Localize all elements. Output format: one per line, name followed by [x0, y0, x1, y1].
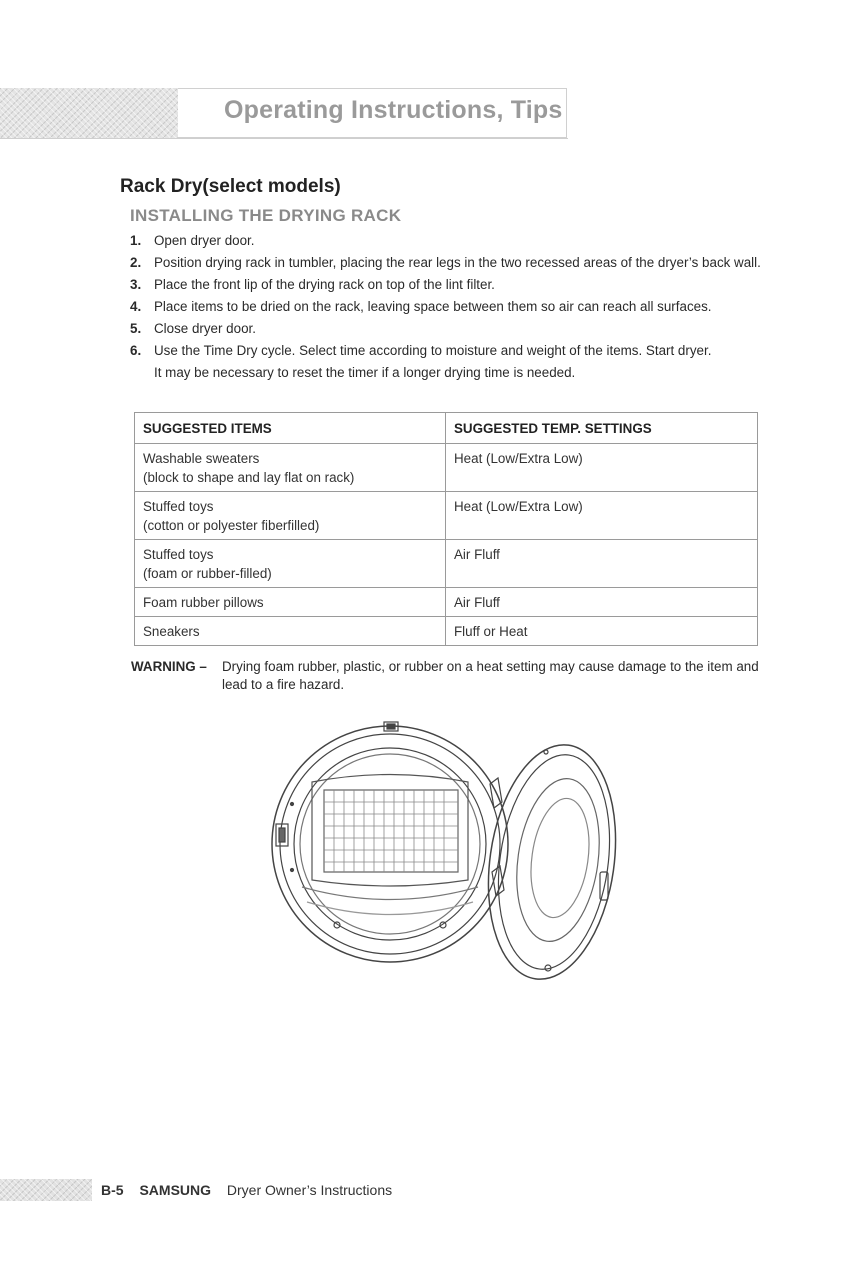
setting-cell: Heat (Low/Extra Low): [446, 492, 758, 540]
warning-text: Drying foam rubber, plastic, or rubber on a heat setting may cause damage to the item and lead to a fire hazard.: [222, 659, 759, 692]
page-title: Operating Instructions, Tips: [224, 96, 563, 124]
page-number: B-5: [101, 1182, 124, 1198]
document-name: Dryer Owner’s Instructions: [226, 1182, 393, 1198]
table-row: [135, 444, 758, 492]
section-title: Rack Dry(select models): [120, 176, 341, 197]
settings-table: [134, 412, 758, 646]
setting-cell: Fluff or Heat: [446, 617, 758, 646]
step-item: 4. Place items to be dried on the rack, leaving space between them so air can reach all surfaces.: [130, 299, 712, 314]
item-cell: Stuffed toys (cotton or polyester fiberfilled): [135, 492, 446, 540]
step-item: 3. Place the front lip of the drying rack on top of the lint filter.: [130, 277, 495, 292]
warning-label: WARNING –: [131, 659, 207, 674]
table-header-row: [135, 413, 758, 444]
table-row: [135, 588, 758, 617]
step-item: 2. Position drying rack in tumbler, placing the rear legs in the two recessed areas of the dryer’s back wall.: [130, 255, 761, 270]
subsection-title: INSTALLING THE DRYING RACK: [130, 206, 402, 225]
setting-cell: Heat (Low/Extra Low): [446, 444, 758, 492]
column-header: SUGGESTED TEMP. SETTINGS: [446, 413, 758, 444]
item-cell: Stuffed toys (foam or rubber-filled): [135, 540, 446, 588]
steps-list: [130, 232, 770, 386]
step-item: 6. Use the Time Dry cycle. Select time according to moisture and weight of the items. Start dryer. It may be necessary to reset the timer if a longer drying time is needed.: [130, 342, 770, 382]
setting-cell: Air Fluff: [446, 540, 758, 588]
header-pattern: [0, 88, 178, 138]
table-row: [135, 492, 758, 540]
item-cell: Sneakers: [135, 617, 446, 646]
dryer-drying-rack-illustration: [262, 712, 622, 992]
table-row: [135, 540, 758, 588]
step-item: 5. Close dryer door.: [130, 321, 256, 336]
item-cell: Foam rubber pillows: [135, 588, 446, 617]
table-row: [135, 617, 758, 646]
brand-name: SAMSUNG: [139, 1182, 212, 1198]
step-item: 1. Open dryer door.: [130, 233, 255, 248]
setting-cell: Air Fluff: [446, 588, 758, 617]
item-cell: Washable sweaters (block to shape and lay flat on rack): [135, 444, 446, 492]
footer-pattern: [0, 1179, 92, 1201]
step-note: It may be necessary to reset the timer if a longer drying time is needed.: [154, 365, 576, 380]
column-header: SUGGESTED ITEMS: [135, 413, 446, 444]
page-footer: [101, 1182, 392, 1198]
